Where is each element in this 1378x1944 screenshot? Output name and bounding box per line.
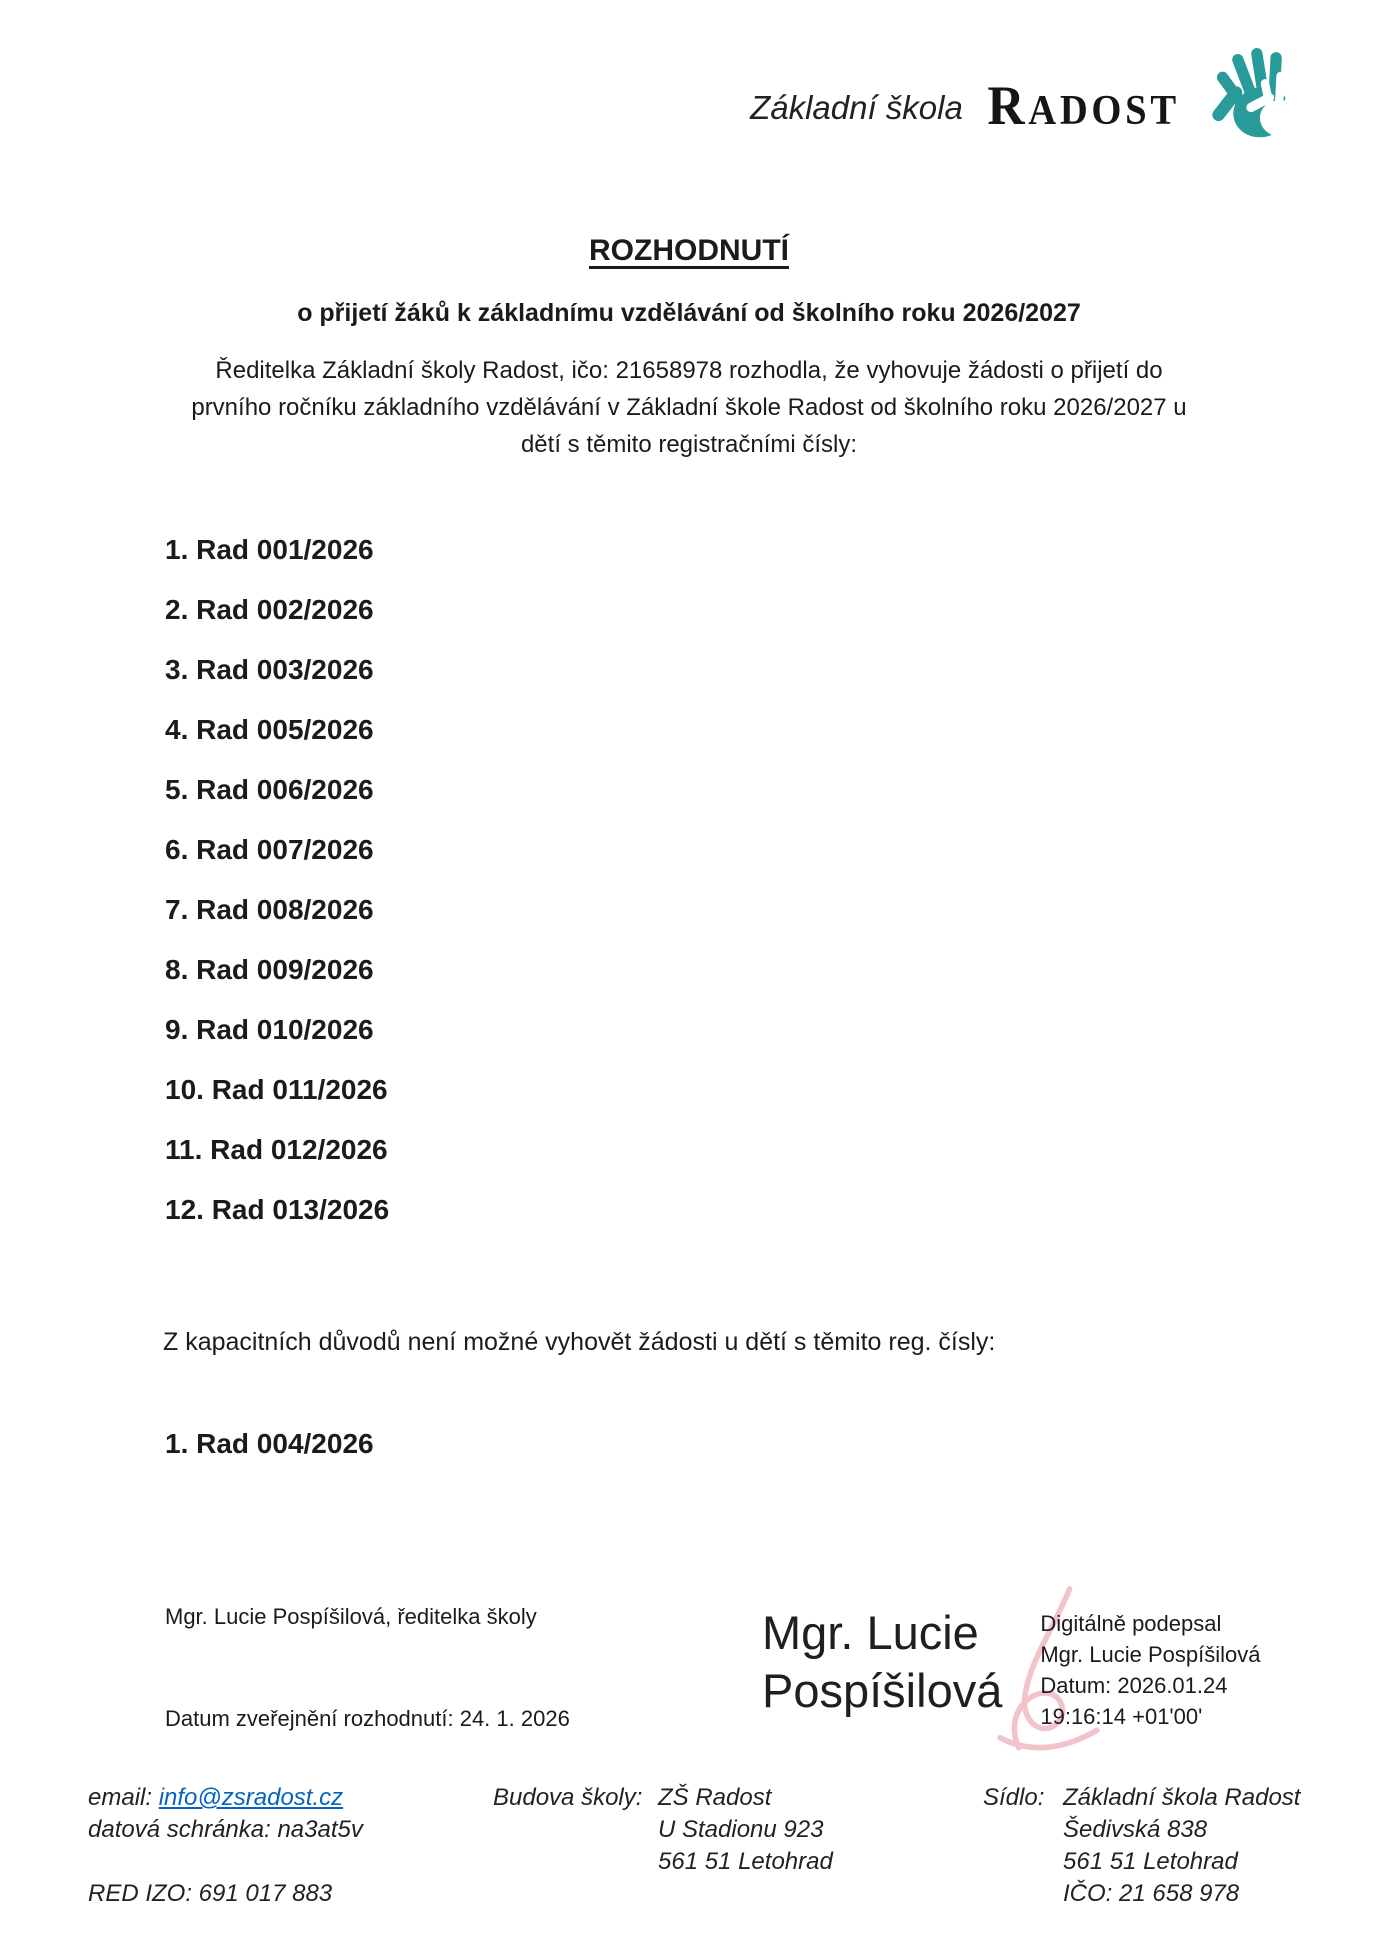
hands-logo-icon <box>1194 38 1344 161</box>
accepted-list <box>165 533 389 1253</box>
email-line <box>88 1782 363 1814</box>
logo-school-text: Základní škola <box>750 88 963 126</box>
digital-signature <box>762 1598 1362 1732</box>
building-address-line: U Stadionu 923 <box>658 1816 824 1843</box>
list-item: 4. Rad 005/2026 <box>165 714 374 745</box>
footer-contact-column <box>88 1782 363 1910</box>
list-item: 8. Rad 009/2026 <box>165 954 374 985</box>
footer-building-column <box>493 1782 833 1878</box>
footer-spacer <box>88 1846 363 1878</box>
building-address <box>658 1782 833 1878</box>
email-link[interactable]: info@zsradost.cz <box>158 1784 344 1811</box>
red-izo-line: RED IZO: 691 017 883 <box>88 1880 333 1907</box>
list-item: 2. Rad 002/2026 <box>165 594 374 625</box>
logo-brand-text: RADOST <box>987 74 1180 137</box>
decision-title: ROZHODNUTÍ <box>589 234 789 267</box>
signature-detail-line: Digitálně podepsal <box>1040 1611 1222 1636</box>
rejected-item: 1. Rad 004/2026 <box>165 1428 374 1459</box>
intro-paragraph <box>129 352 1249 463</box>
intro-line: dětí s těmito registračními čísly: <box>520 431 858 458</box>
school-logo <box>750 38 1344 161</box>
building-label: Budova školy: <box>493 1784 643 1811</box>
list-item: 1. Rad 001/2026 <box>165 534 374 565</box>
rejected-intro: Z kapacitních důvodů není možné vyhovět žádosti u dětí s těmito reg. čísly: <box>163 1328 996 1356</box>
intro-line: Ředitelka Základní školy Radost, ičo: 21658978 rozhodla, že vyhovuje žádosti o přijetí do <box>215 357 1163 384</box>
director-name-line: Mgr. Lucie Pospíšilová, ředitelka školy <box>165 1604 537 1629</box>
digital-signature-name-line1: Mgr. Lucie <box>762 1606 979 1659</box>
digital-signature-details <box>1040 1598 1260 1732</box>
building-address-line: 561 51 Letohrad <box>658 1848 833 1875</box>
footer-seat-column <box>983 1782 1300 1910</box>
seat-address-line: Základní škola Radost <box>1063 1784 1301 1811</box>
seat-address <box>1063 1782 1300 1910</box>
email-label: email: <box>88 1784 153 1811</box>
signature-detail-line: Mgr. Lucie Pospíšilová <box>1040 1642 1261 1667</box>
publish-date-line: Datum zveřejnění rozhodnutí: 24. 1. 2026 <box>165 1706 570 1731</box>
databox-line: datová schránka: na3at5v <box>88 1816 363 1843</box>
seat-address-line: IČO: 21 658 978 <box>1063 1880 1240 1907</box>
list-item: 5. Rad 006/2026 <box>165 774 374 805</box>
decision-subtitle: o přijetí žáků k základnímu vzdělávání od školního roku 2026/2027 <box>297 299 1081 327</box>
list-item: 7. Rad 008/2026 <box>165 894 374 925</box>
digital-signature-name-line2: Pospíšilová <box>762 1664 1003 1717</box>
list-item: 9. Rad 010/2026 <box>165 1014 374 1045</box>
seat-label: Sídlo: <box>983 1784 1045 1811</box>
digital-signature-name <box>762 1604 1002 1732</box>
list-item: 10. Rad 011/2026 <box>165 1074 388 1105</box>
list-item: 12. Rad 013/2026 <box>165 1194 390 1225</box>
building-address-line: ZŠ Radost <box>658 1784 772 1811</box>
signature-detail-line: 19:16:14 +01'00' <box>1040 1704 1203 1729</box>
list-item: 11. Rad 012/2026 <box>165 1134 388 1165</box>
list-item: 3. Rad 003/2026 <box>165 654 374 685</box>
seat-address-line: Šedivská 838 <box>1063 1816 1208 1843</box>
signature-detail-line: Datum: 2026.01.24 <box>1040 1673 1228 1698</box>
list-item: 6. Rad 007/2026 <box>165 834 374 865</box>
seat-address-line: 561 51 Letohrad <box>1063 1848 1238 1875</box>
intro-line: prvního ročníku základního vzdělávání v Základní škole Radost od školního roku 2026/2027 u <box>191 394 1187 421</box>
